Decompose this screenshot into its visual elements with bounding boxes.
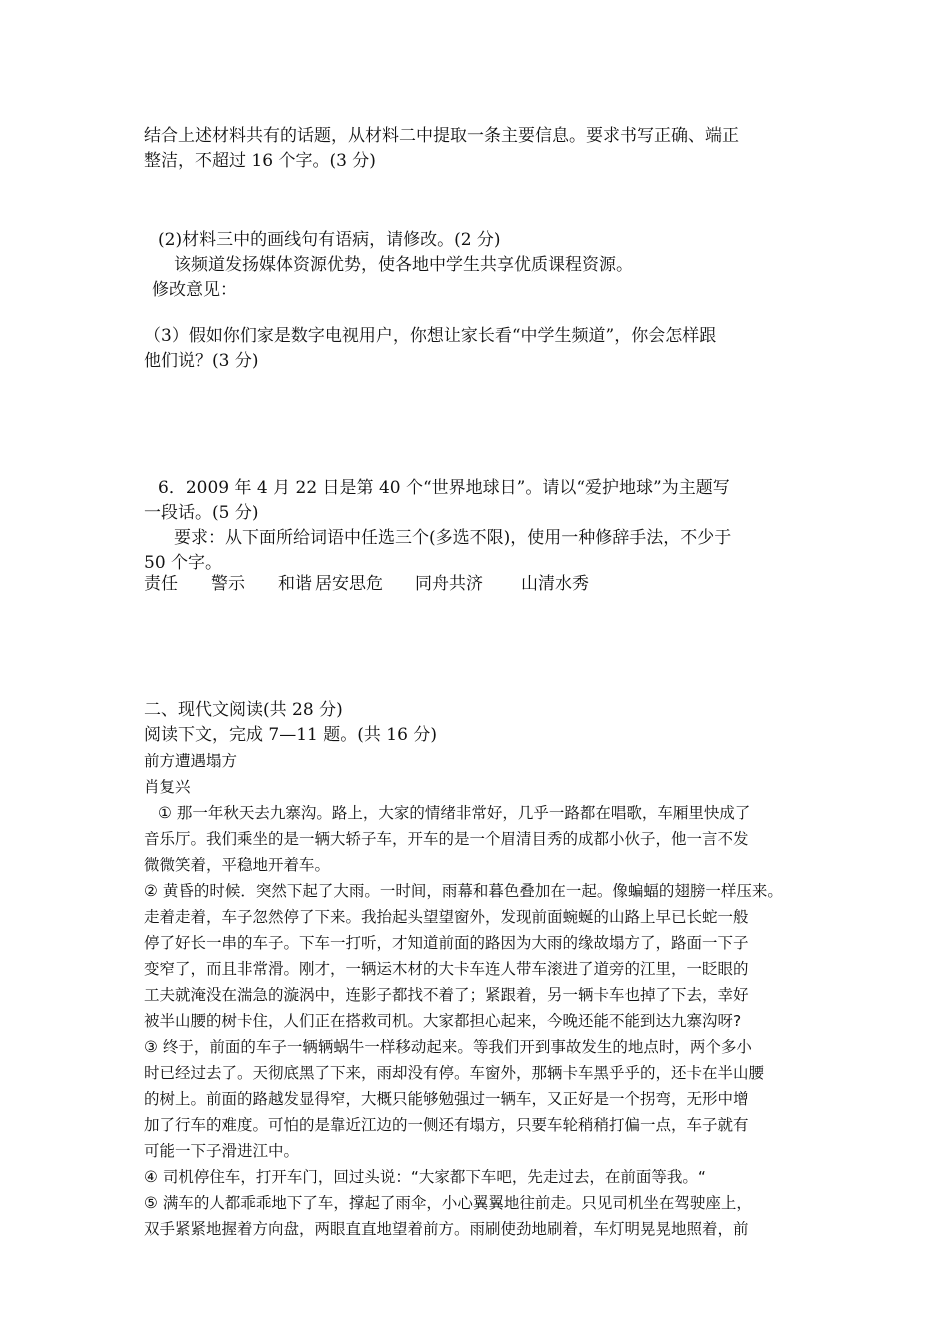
q5-part1-line2: 整洁，不超过 16 个字。(3 分) <box>144 151 376 171</box>
article-line: ① 那一年秋天去九寨沟。路上，大家的情绪非常好，几乎一路都在唱歌，车厢里快成了 <box>158 804 751 822</box>
q5-part3 <box>144 324 814 374</box>
article-line: 可能一下子滑进江中。 <box>144 1142 300 1160</box>
q6-word: 警示 <box>211 574 245 594</box>
q5-part1-line1: 结合上述材料共有的话题，从材料二中提取一条主要信息。要求书写正确、端正 <box>144 126 739 146</box>
q5-part2 <box>144 228 814 303</box>
article-line: 被半山腰的树卡住，人们正在搭救司机。大家都担心起来，今晚还能不能到达九寨沟呀? <box>144 1012 742 1030</box>
section2-heading: 二、现代文阅读(共 28 分) <box>144 700 343 720</box>
q5-part3-line1: （3）假如你们家是数字电视用户，你想让家长看“中学生频道”，你会怎样跟 <box>144 326 717 346</box>
article-line: 工夫就淹没在湍急的漩涡中，连影子都找不着了；紧跟着，另一辆卡车也掉了下去，幸好 <box>144 986 749 1004</box>
q5-part2-revision-label: 修改意见： <box>152 280 237 300</box>
q5-part2-prompt: (2)材料三中的画线句有语病，请修改。(2 分) <box>158 230 501 250</box>
q6-line2: 一段话。(5 分) <box>144 503 259 523</box>
section2-header <box>144 698 814 748</box>
q6 <box>144 476 814 576</box>
article-line: ⑤ 满车的人都乖乖地下了车，撑起了雨伞，小心翼翼地往前走。只见司机坐在驾驶座上， <box>144 1194 752 1212</box>
q6-word: 责任 <box>144 574 178 594</box>
article-line: ③ 终于，前面的车子一辆辆蜗牛一样移动起来。等我们开到事故发生的地点时，两个多小 <box>144 1038 752 1056</box>
section2-instruction: 阅读下文，完成 7—11 题。(共 16 分) <box>144 725 437 745</box>
q6-requirement-line2: 50 个字。 <box>144 553 223 573</box>
article-line: 时已经过去了。天彻底黑了下来，雨却没有停。车窗外，那辆卡车黑乎乎的，还卡在半山腰 <box>144 1064 765 1082</box>
article-line: 加了行车的难度。可怕的是靠近江边的一侧还有塌方，只要车轮稍稍打偏一点，车子就有 <box>144 1116 749 1134</box>
article-line: 音乐厅。我们乘坐的是一辆大轿子车，开车的是一个眉清目秀的成都小伙子，他一言不发 <box>144 830 749 848</box>
article-line: ② 黄昏的时候．突然下起了大雨。一时间，雨幕和暮色叠加在一起。像蝙蝠的翅膀一样压来。 <box>144 882 783 900</box>
q6-line1: 6．2009 年 4 月 22 日是第 40 个“世界地球日”。请以“爱护地球”为主题写 <box>158 478 730 498</box>
article <box>144 748 824 1242</box>
q6-word: 和谐 <box>278 574 312 594</box>
q5-part3-line2: 他们说？(3 分) <box>144 351 259 371</box>
article-line: 双手紧紧地握着方向盘，两眼直直地望着前方。雨刷使劲地刷着，车灯明晃晃地照着，前 <box>144 1220 749 1238</box>
q6-requirement-line1: 要求：从下面所给词语中任选三个(多选不限)，使用一种修辞手法，不少于 <box>174 528 732 548</box>
article-title: 前方遭遇塌方 <box>144 752 238 770</box>
article-line: ④ 司机停住车，打开车门，回过头说：“大家都下车吧，先走过去，在前面等我。“ <box>144 1168 706 1186</box>
article-line: 微微笑着，平稳地开着车。 <box>144 856 331 874</box>
q6-word: 山清水秀 <box>521 574 589 594</box>
q5-part2-sentence: 该频道发扬媒体资源优势，使各地中学生共享优质课程资源。 <box>174 255 633 275</box>
article-line: 走着走着，车子忽然停了下来。我抬起头望望窗外，发现前面蜿蜒的山路上早已长蛇一般 <box>144 908 749 926</box>
q6-word-list <box>144 572 611 598</box>
article-line: 的树上。前面的路越发显得窄，大概只能够勉强过一辆车，又正好是一个拐弯，无形中增 <box>144 1090 749 1108</box>
article-line: 停了好长一串的车子。下车一打听，才知道前面的路因为大雨的缘故塌方了，路面一下子 <box>144 934 749 952</box>
q6-word: 居安思危 <box>315 574 383 594</box>
q6-word: 同舟共济 <box>415 574 483 594</box>
article-line: 变窄了，而且非常滑。刚才，一辆运木材的大卡车连人带车滚进了道旁的江里，一眨眼的 <box>144 960 749 978</box>
article-author: 肖复兴 <box>144 778 191 796</box>
q5-part1-text <box>144 124 814 174</box>
